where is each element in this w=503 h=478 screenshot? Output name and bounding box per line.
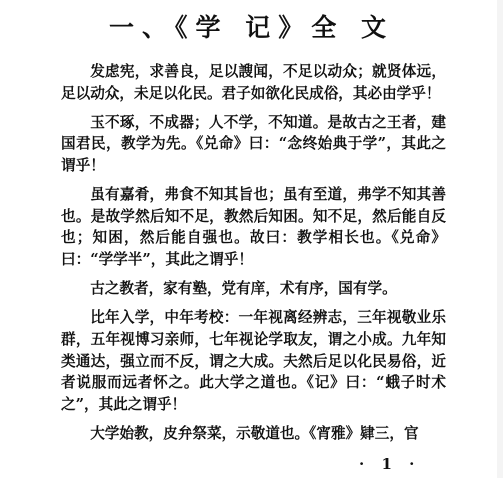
paragraph: 虽有嘉肴，弗食不知其旨也；虽有至道，弗学不知其善也。是故学然后知不足，教然后知困。知不足，然后能自反也；知困，然后能自强也。故曰：教学相长也。《兑命》曰：“学学半”，其此之谓乎！ <box>61 186 446 268</box>
paragraph: 古之教者，家有塾，党有庠，术有序，国有学。 <box>90 280 397 298</box>
paragraph: 比年入学，中年考校：一年视离经辨志，三年视敬业乐群，五年视博习亲师，七年视论学取友，谓之小成。九年知类通达，强立而不反，谓之大成。夫然后足以化民易俗，近者说服而远者怀之。此大学之道也。《记》曰：“蛾子时术之”，其此之谓乎！ <box>61 309 446 413</box>
page-edge <box>497 0 503 478</box>
page-number: · 1 · <box>359 455 421 473</box>
body-text <box>61 61 446 452</box>
paragraph: 发虑宪，求善良，足以謏闻，不足以动众；就贤体远，足以动众，未足以化民。君子如欲化民成俗，其必由学乎！ <box>61 63 446 102</box>
paragraph: 大学始教，皮弁祭菜，示敬道也。《宵雅》肄三，官 <box>90 424 419 442</box>
page-title: 一、《学 记》全 文 <box>109 13 394 42</box>
paragraph: 玉不琢，不成器；人不学，不知道。是故古之王者，建国君民，教学为先。《兑命》曰：“念终始典于学”，其此之谓乎！ <box>61 113 446 174</box>
